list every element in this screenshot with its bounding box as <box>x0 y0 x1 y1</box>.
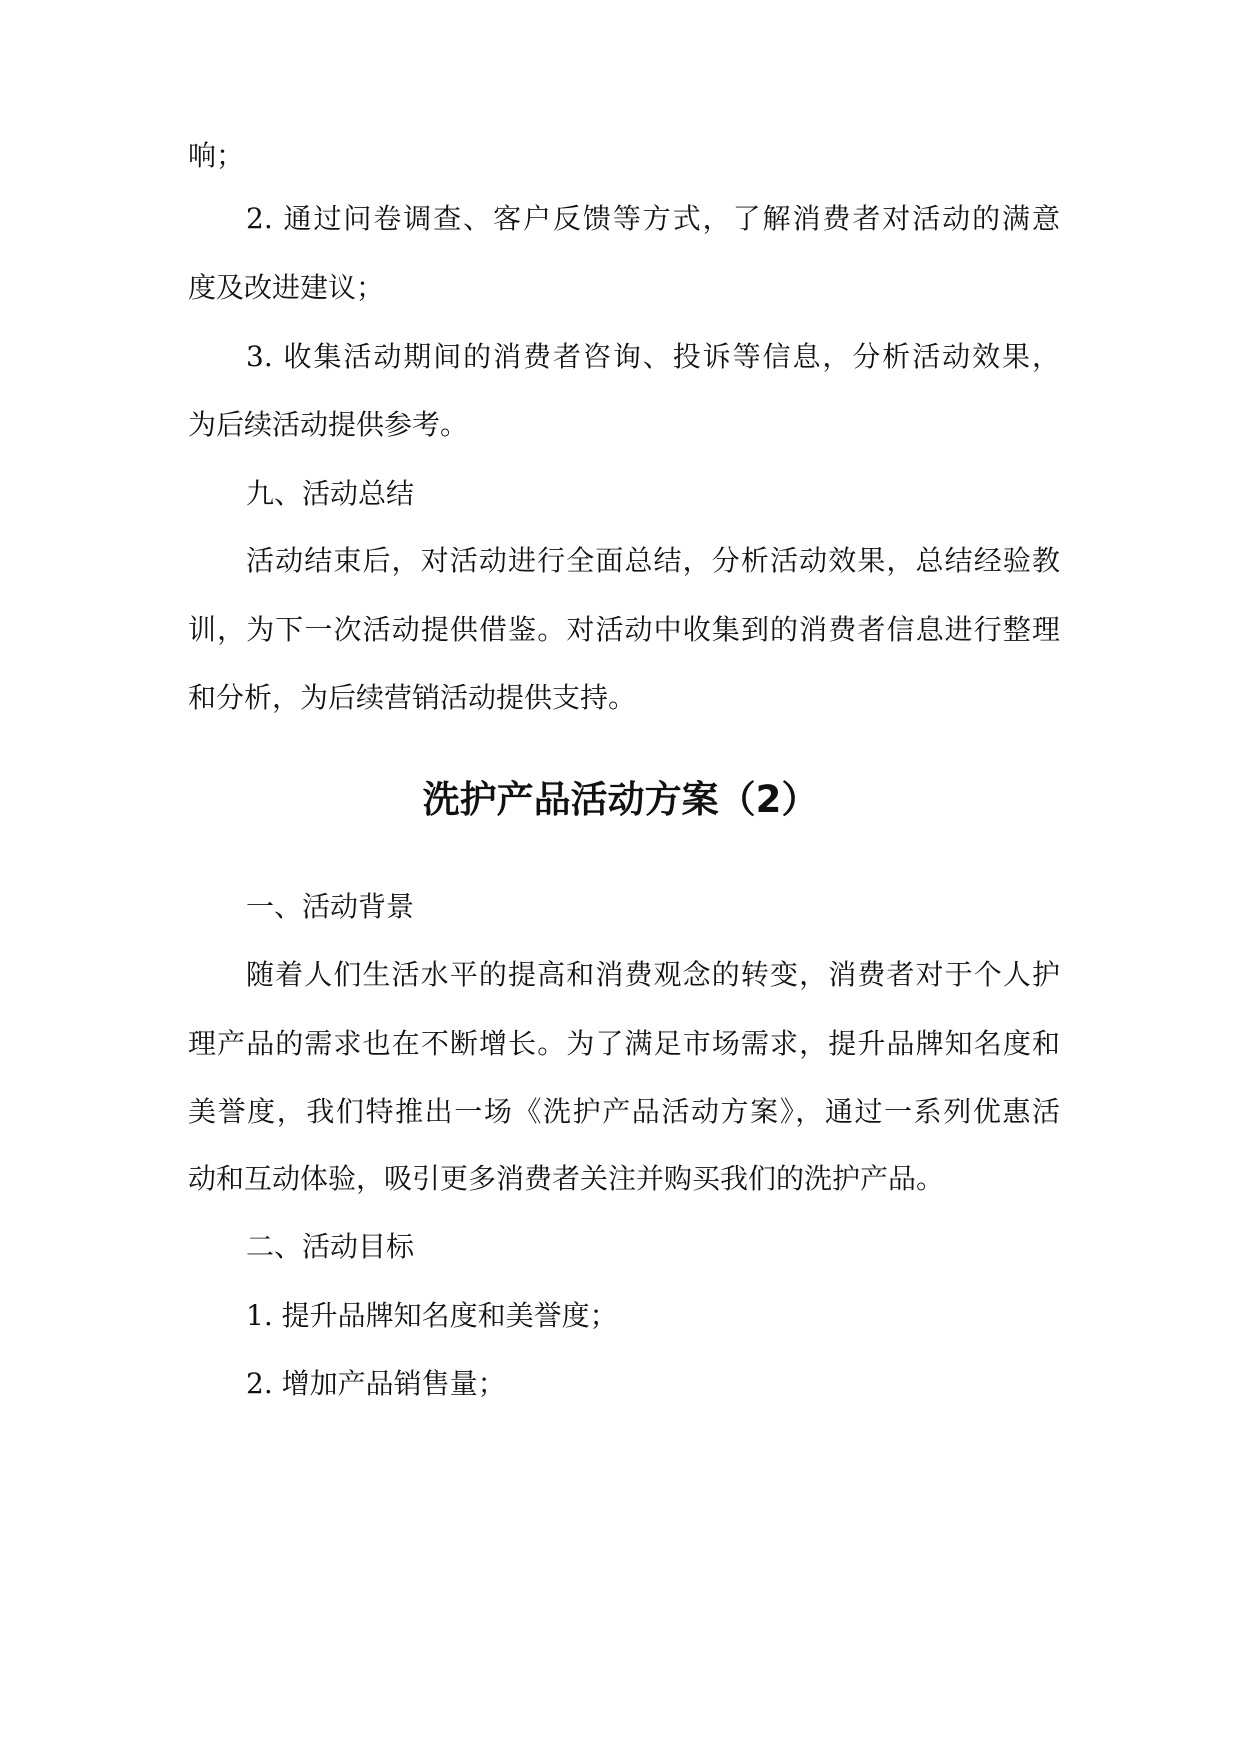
section-heading: 二、活动目标 <box>246 1230 415 1263</box>
section-heading: 九、活动总结 <box>246 477 415 510</box>
paragraph-line: 美誉度，我们特推出一场《洗护产品活动方案》，通过一系列优惠活 <box>188 1095 1060 1128</box>
list-item: 2. 通过问卷调查、客户反馈等方式，了解消费者对活动的满意 <box>246 202 1060 235</box>
paragraph-line: 随着人们生活水平的提高和消费观念的转变，消费者对于个人护 <box>246 958 1060 991</box>
paragraph-line: 响； <box>188 139 245 172</box>
paragraph-line: 动和互动体验，吸引更多消费者关注并购买我们的洗护产品。 <box>188 1162 945 1195</box>
paragraph-line: 和分析，为后续营销活动提供支持。 <box>188 681 637 714</box>
paragraph-line: 训，为下一次活动提供借鉴。对活动中收集到的消费者信息进行整理 <box>188 613 1060 646</box>
paragraph-line: 为后续活动提供参考。 <box>188 408 469 441</box>
section-heading: 一、活动背景 <box>246 890 415 923</box>
paragraph-line: 度及改进建议； <box>188 271 385 304</box>
list-item: 1. 提升品牌知名度和美誉度； <box>246 1299 618 1332</box>
paragraph-line: 活动结束后，对活动进行全面总结，分析活动效果，总结经验教 <box>246 544 1060 577</box>
document-title: 洗护产品活动方案（2） <box>422 778 819 821</box>
list-item: 2. 增加产品销售量； <box>246 1367 506 1400</box>
paragraph-line: 理产品的需求也在不断增长。为了满足市场需求，提升品牌知名度和 <box>188 1027 1060 1060</box>
list-item: 3. 收集活动期间的消费者咨询、投诉等信息，分析活动效果， <box>246 340 1060 373</box>
